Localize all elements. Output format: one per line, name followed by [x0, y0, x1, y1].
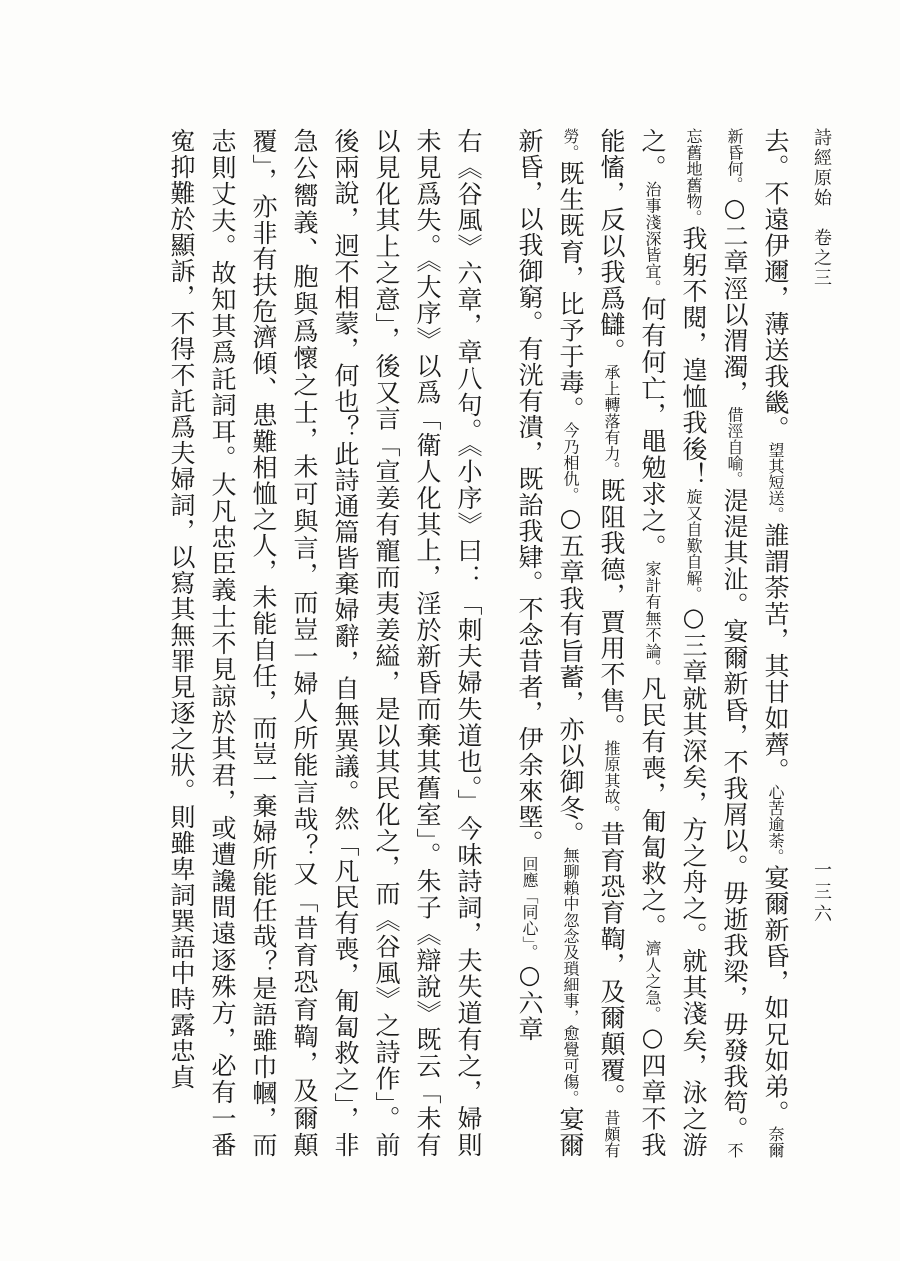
annotation-note: 望其短送。	[766, 441, 785, 523]
annotation-note: 心苦逾荼。	[766, 783, 785, 865]
poem-line: 我躬不閱，遑恤我後！	[679, 225, 708, 489]
vertical-text-body	[116, 128, 796, 1158]
poem-line: ○三章就其深矣，方之舟之。就其淺矣，泳之游之。	[638, 128, 708, 1158]
annotation-note: 濟人之急。	[643, 940, 662, 1023]
annotation-note: 昔頗有勞。	[561, 128, 621, 1158]
poem-line: 既生既育，比予于毒。	[556, 160, 585, 423]
essay-paragraph: 右《谷風》六章，章八句。《小序》曰：「刺夫婦失道也。」今味詩詞，夫失道有之，婦則未見爲失。《大序》以爲「衛人化其上，淫於新昏而棄其舊室」。朱子《辯說》既云「未有以見化其上之意」，後又言「宣姜有寵而夷姜縊，是以其民化之，而《谷風》之詩作」。前後兩說，迥不相蒙，何也？此詩通篇皆棄婦辭，自無異議。然「凡民有喪，匍匐救之」，非急公嚮義、胞與爲懷之士，未可與言，而豈一婦人所能言哉？又「昔育恐育鞫，及爾顛覆」，亦非有扶危濟傾、患難相恤之人，未能自任，而豈一棄婦所能任哉？是語雖巾幗，而志則丈夫。故知其爲託詞耳。大凡忠臣義士不見諒於其君，或遭讒間遠逐殊方，必有一番寃抑難於顯訴，不得不託爲夫婦詞，以寫其無罪見逐之狀。則雖卑詞巽語中時露忠貞	[167, 128, 483, 1158]
poem-line: 宴爾新昏，如兄如弟。	[761, 864, 790, 1126]
annotation-note: 推原其故。	[602, 739, 621, 822]
poem-line: ○二章涇以渭濁，	[720, 192, 749, 407]
page-number: 一三六	[811, 860, 832, 926]
poem-line: 湜湜其沚。宴爾新昏，不我屑以。毋逝我梁，毋發我笱。	[720, 487, 749, 1143]
poem-line: 既阻我德，賈用不售。	[597, 477, 626, 740]
annotation-note: 奈爾新昏何。	[725, 128, 785, 1158]
poem-line: 何有何亡，黽勉求之。	[638, 296, 667, 561]
poem-line: 去。不遠伊邇，薄送我畿。	[761, 128, 790, 442]
poem-line: 凡民有喪，匍匐救之。	[638, 675, 667, 941]
annotation-note: 無聊賴中忽念及瑣細事，愈覺可傷。	[561, 847, 580, 1106]
poem-line: ○六章	[515, 960, 544, 1042]
annotation-note: 承上轉落有力。	[602, 364, 621, 478]
annotation-note: 回應「同心」。	[520, 856, 539, 960]
annotation-note: 治事淺深皆宜。	[643, 180, 662, 297]
annotation-note: 不忘舊地舊物。	[684, 128, 744, 1158]
running-title: 詩經原始 卷之三	[811, 128, 832, 288]
poem-line: ○四章不我能慉，反以我爲讎。	[597, 128, 667, 1158]
poem-line: 宴爾新昏，以我御窮。有洸有潰，既詒我肄。不念昔者，伊余來塈。	[515, 128, 585, 1158]
annotation-note: 今乃相仇。	[561, 422, 580, 503]
annotation-note: 旋又自歎自解。	[684, 488, 703, 603]
poem-line: 昔育恐育鞫，及爾顛覆。	[597, 821, 626, 1110]
annotation-note: 借涇自喻。	[725, 406, 744, 488]
poem-line: 誰謂荼苦，其甘如薺。	[761, 522, 790, 784]
annotation-note: 家計有無不論。	[643, 560, 662, 676]
poem-line: ○五章我有旨蓄，亦以御冬。	[556, 502, 585, 848]
poem-commentary	[509, 128, 796, 1158]
